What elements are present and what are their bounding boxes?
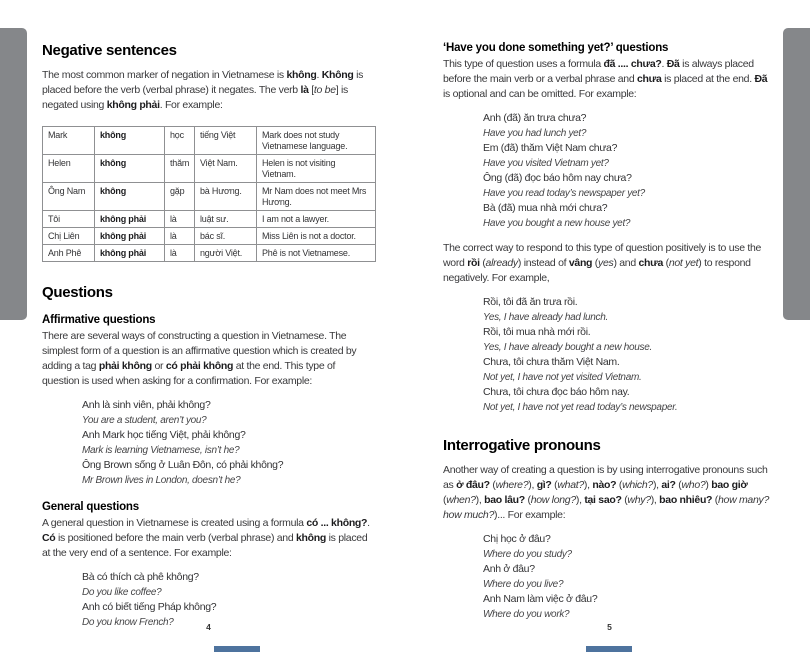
text-run: . bbox=[661, 58, 667, 70]
text-run: ( bbox=[592, 257, 598, 269]
page-left bbox=[42, 36, 375, 640]
table-cell: I am not a lawyer. bbox=[257, 211, 376, 228]
example-translation-line: Where do you work? bbox=[483, 609, 570, 620]
example-translation-line: Have you read today’s newspaper yet? bbox=[483, 188, 645, 199]
table-cell: Phê is not Vietnamese. bbox=[257, 245, 376, 262]
text-run: ( bbox=[712, 494, 718, 506]
text-run: A general question in Vietnamese is created using a formula bbox=[42, 517, 307, 529]
sub-heading: ‘Have you done something yet?’ questions bbox=[443, 42, 669, 54]
table-cell: là bbox=[165, 245, 195, 262]
table-cell: thăm bbox=[165, 155, 195, 183]
table-cell: Anh Phê bbox=[43, 245, 95, 262]
text-run: ) and bbox=[613, 257, 639, 269]
page-number-left: 4 bbox=[206, 622, 211, 632]
text-italic: what? bbox=[557, 479, 584, 491]
example-list bbox=[483, 532, 776, 622]
text-run: is placed at the very end of a sentence. For example: bbox=[42, 532, 368, 559]
paragraph bbox=[443, 463, 776, 523]
text-run: ( bbox=[551, 479, 558, 491]
term-bold: có ... không? bbox=[306, 517, 368, 529]
text-italic: to be bbox=[313, 84, 336, 96]
text-run: The correct way to respond to this type of question positively is to use the word bbox=[443, 242, 762, 269]
example-vietnamese-line: Chưa, tôi chưa đọc báo hôm nay. bbox=[483, 386, 630, 398]
term-bold: Không bbox=[321, 69, 354, 81]
example-vietnamese-line: Rồi, tôi đã ăn trưa rồi. bbox=[483, 296, 578, 308]
text-run: at the end. This type of question is used when asking for a confirmation. For example: bbox=[42, 360, 336, 387]
table-cell: Mark bbox=[43, 127, 95, 155]
term-bold: phải không bbox=[98, 360, 152, 372]
text-italic: where? bbox=[495, 479, 529, 491]
term-bold: rồi bbox=[467, 257, 480, 269]
example-vietnamese-line: Bà (đã) mua nhà mới chưa? bbox=[483, 202, 608, 214]
text-italic: who? bbox=[681, 479, 706, 491]
text-run: [ bbox=[308, 84, 314, 96]
table-cell: Helen bbox=[43, 155, 95, 183]
paragraph bbox=[443, 57, 776, 102]
sub-heading: Affirmative questions bbox=[42, 314, 156, 326]
text-italic: when? bbox=[446, 494, 476, 506]
text-run: . bbox=[367, 517, 370, 529]
example-translation-line: Do you like coffee? bbox=[82, 587, 162, 598]
example-translation-line: Where do you live? bbox=[483, 579, 564, 590]
text-run: ), bbox=[475, 494, 485, 506]
example-vietnamese-line: Anh Mark học tiếng Việt, phải không? bbox=[82, 429, 246, 441]
term-bold: có phải không bbox=[165, 360, 234, 372]
example-translation-line: Yes, I have already bought a new house. bbox=[483, 342, 652, 353]
table-cell: là bbox=[165, 228, 195, 245]
example-vietnamese-line: Anh là sinh viên, phải không? bbox=[82, 399, 211, 411]
example-vietnamese-line: Chị học ở đâu? bbox=[483, 533, 551, 545]
term-bold: không bbox=[296, 532, 327, 544]
example-vietnamese-line: Ông (đã) đọc báo hôm nay chưa? bbox=[483, 172, 632, 184]
example-vietnamese-line: Anh có biết tiếng Pháp không? bbox=[82, 601, 217, 613]
term-bold: Đã bbox=[666, 58, 680, 70]
text-run: ( bbox=[621, 494, 628, 506]
paragraph bbox=[443, 241, 776, 286]
example-translation-line: Have you bought a new house yet? bbox=[483, 218, 631, 229]
text-run: is optional and can be omitted. For example: bbox=[443, 88, 637, 100]
table-cell: Tôi bbox=[43, 211, 95, 228]
example-translation-line: Mark is learning Vietnamese, isn’t he? bbox=[82, 445, 240, 456]
table-cell: Miss Liên is not a doctor. bbox=[257, 228, 376, 245]
example-translation-line: Have you had lunch yet? bbox=[483, 128, 587, 139]
text-italic: why? bbox=[627, 494, 651, 506]
term-bold: tại sao? bbox=[584, 494, 622, 506]
example-translation-line: Where do you study? bbox=[483, 549, 572, 560]
text-italic: not yet bbox=[668, 257, 699, 269]
text-run: is always placed before the main verb or a verbal phrase and bbox=[443, 58, 754, 85]
text-run: ( bbox=[479, 257, 486, 269]
text-run: ( bbox=[524, 494, 531, 506]
term-bold: bao nhiêu? bbox=[659, 494, 713, 506]
term-bold: Đã bbox=[754, 73, 768, 85]
example-translation-line: Do you know French? bbox=[82, 617, 174, 628]
section-heading: Negative sentences bbox=[42, 42, 177, 59]
section-heading: Interrogative pronouns bbox=[443, 437, 601, 454]
text-italic: how long? bbox=[530, 494, 576, 506]
table-cell: Helen is not visiting Vietnam. bbox=[257, 155, 376, 183]
paragraph bbox=[42, 329, 375, 389]
left-edge-tab bbox=[0, 28, 27, 320]
example-translation-line: Mr Brown lives in London, doesn’t he? bbox=[82, 475, 241, 486]
text-run: ] is negated using bbox=[42, 84, 348, 111]
table-cell: không bbox=[95, 183, 165, 211]
table-cell: không phải bbox=[95, 245, 165, 262]
footer-tab-bar-left bbox=[214, 646, 260, 652]
table-row bbox=[43, 155, 376, 183]
text-run: ) to respond negatively. For example, bbox=[443, 257, 751, 284]
table-cell: Mr Nam does not meet Mrs Hương. bbox=[257, 183, 376, 211]
term-bold: Có bbox=[42, 532, 56, 544]
text-run: is placed before the verb (verbal phrase) it negates. The verb bbox=[42, 69, 364, 96]
section-heading: Questions bbox=[42, 284, 113, 301]
page-content bbox=[42, 42, 375, 630]
example-translation-line: You are a student, aren’t you? bbox=[82, 415, 207, 426]
text-run: )... For example: bbox=[494, 509, 566, 521]
example-vietnamese-line: Anh (đã) ăn trưa chưa? bbox=[483, 112, 587, 124]
table-row bbox=[43, 211, 376, 228]
text-run: or bbox=[151, 360, 166, 372]
table-cell: bà Hương. bbox=[195, 183, 257, 211]
text-run: Another way of creating a question is by using interrogative pronouns such as bbox=[443, 464, 768, 491]
example-translation-line: Yes, I have already had lunch. bbox=[483, 312, 608, 323]
term-bold: chưa bbox=[638, 257, 664, 269]
term-bold: bao giờ bbox=[711, 479, 748, 491]
table-cell: Mark does not study Vietnamese language. bbox=[257, 127, 376, 155]
table-cell: không bbox=[95, 155, 165, 183]
text-run: ( bbox=[489, 479, 496, 491]
term-bold: chưa bbox=[637, 73, 662, 85]
example-vietnamese-line: Anh Nam làm việc ở đâu? bbox=[483, 593, 598, 605]
table-cell: bác sĩ. bbox=[195, 228, 257, 245]
example-vietnamese-line: Chưa, tôi chưa thăm Việt Nam. bbox=[483, 356, 620, 368]
example-list bbox=[82, 570, 375, 630]
text-run: . bbox=[316, 69, 322, 81]
table-cell: là bbox=[165, 211, 195, 228]
table-cell: Ông Nam bbox=[43, 183, 95, 211]
example-translation-line: Have you visited Vietnam yet? bbox=[483, 158, 609, 169]
table-cell: học bbox=[165, 127, 195, 155]
footer-tab-bar-right bbox=[586, 646, 632, 652]
table-cell: không bbox=[95, 127, 165, 155]
text-run: There are several ways of constructing a question in Vietnamese. The simplest form of a question is an affirmative question which is created by adding a tag bbox=[42, 330, 357, 372]
text-run: is placed at the end. bbox=[661, 73, 755, 85]
term-bold: là bbox=[300, 84, 309, 96]
term-bold: đã .... chưa? bbox=[603, 58, 662, 70]
table-cell: tiếng Việt bbox=[195, 127, 257, 155]
paragraph bbox=[42, 68, 375, 113]
paragraph bbox=[42, 516, 375, 561]
text-run: ), bbox=[650, 494, 660, 506]
text-run: ( bbox=[443, 494, 447, 506]
text-run: ), bbox=[652, 479, 662, 491]
text-run: ), bbox=[528, 479, 537, 491]
text-run: ( bbox=[675, 479, 682, 491]
grammar-table bbox=[42, 126, 376, 262]
page-content bbox=[443, 42, 776, 622]
page-number-right: 5 bbox=[607, 622, 612, 632]
table-cell: người Việt. bbox=[195, 245, 257, 262]
text-run: ), bbox=[583, 479, 593, 491]
table-cell: luật sư. bbox=[195, 211, 257, 228]
example-vietnamese-line: Anh ở đâu? bbox=[483, 563, 535, 575]
table-cell: không phải bbox=[95, 228, 165, 245]
text-run: ) bbox=[705, 479, 712, 491]
example-list bbox=[483, 295, 776, 415]
text-run: The most common marker of negation in Vietnamese is bbox=[42, 69, 287, 81]
text-run: ( bbox=[616, 479, 623, 491]
term-bold: gì? bbox=[536, 479, 552, 491]
table-row bbox=[43, 127, 376, 155]
sub-heading: General questions bbox=[42, 501, 139, 513]
text-run: This type of question uses a formula bbox=[443, 58, 604, 70]
text-run: ), bbox=[575, 494, 585, 506]
term-bold: ai? bbox=[661, 479, 676, 491]
text-italic: yes bbox=[598, 257, 614, 269]
term-bold: không bbox=[286, 69, 317, 81]
term-bold: vâng bbox=[568, 257, 593, 269]
term-bold: bao lâu? bbox=[484, 494, 525, 506]
example-vietnamese-line: Em (đã) thăm Việt Nam chưa? bbox=[483, 142, 618, 154]
right-edge-tab bbox=[783, 28, 810, 320]
text-italic: already bbox=[485, 257, 518, 269]
example-translation-line: Not yet, I have not yet read today’s newspaper. bbox=[483, 402, 678, 413]
text-run: . For example: bbox=[159, 99, 223, 111]
text-run: is positioned before the main verb (verbal phrase) and bbox=[55, 532, 297, 544]
example-list bbox=[483, 111, 776, 231]
table-row bbox=[43, 183, 376, 211]
term-bold: nào? bbox=[592, 479, 617, 491]
example-vietnamese-line: Ông Brown sống ở Luân Đôn, có phải không? bbox=[82, 459, 284, 471]
example-list bbox=[82, 398, 375, 488]
text-italic: which? bbox=[622, 479, 653, 491]
text-italic: how many? how much? bbox=[443, 494, 769, 521]
table-row bbox=[43, 228, 376, 245]
term-bold: ở đâu? bbox=[456, 479, 490, 491]
page-right bbox=[443, 36, 776, 632]
term-bold: không phải bbox=[106, 99, 160, 111]
text-run: ) instead of bbox=[517, 257, 569, 269]
example-translation-line: Not yet, I have not yet visited Vietnam. bbox=[483, 372, 642, 383]
example-vietnamese-line: Bà có thích cà phê không? bbox=[82, 571, 199, 583]
table-cell: không phải bbox=[95, 211, 165, 228]
table-cell: Việt Nam. bbox=[195, 155, 257, 183]
example-vietnamese-line: Rồi, tôi mua nhà mới rồi. bbox=[483, 326, 591, 338]
table-row bbox=[43, 245, 376, 262]
table-cell: gặp bbox=[165, 183, 195, 211]
table-cell: Chị Liên bbox=[43, 228, 95, 245]
text-run: ( bbox=[663, 257, 669, 269]
